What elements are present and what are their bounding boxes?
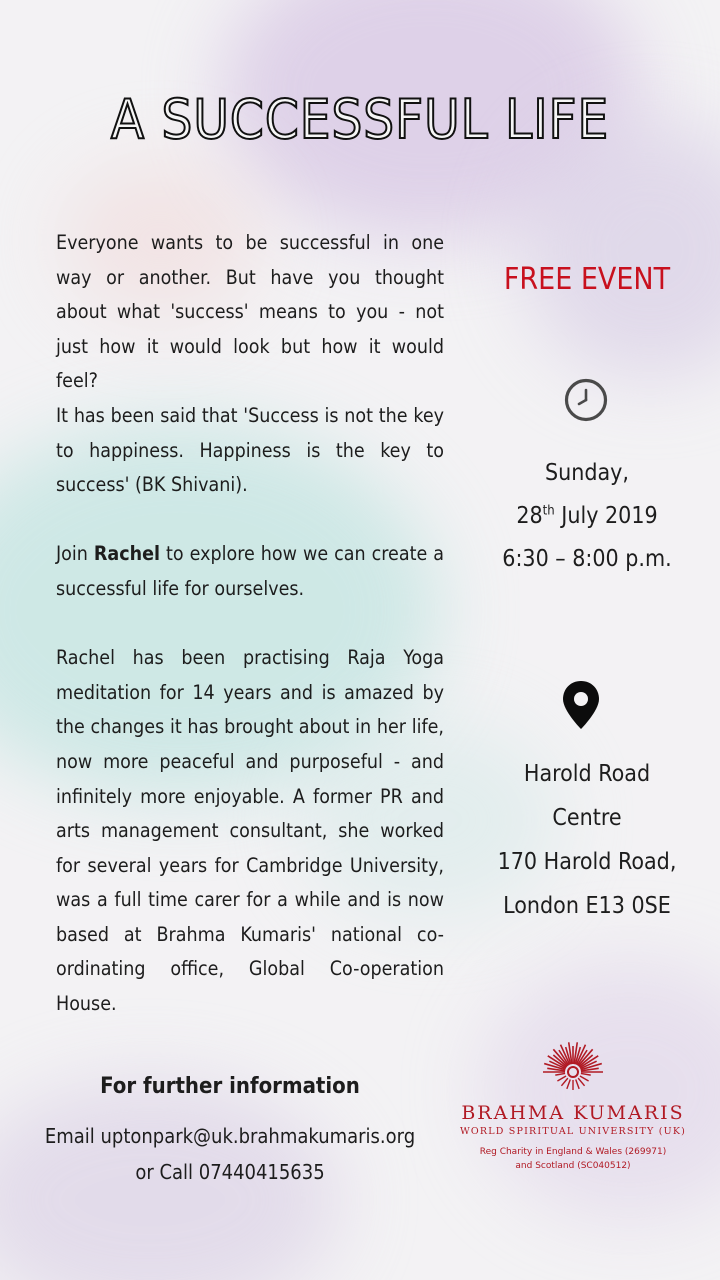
event-date: 28th July 2019	[516, 503, 658, 529]
event-datetime	[474, 452, 700, 581]
join-text-before: Join	[56, 542, 94, 566]
venue-line-2: Centre	[552, 805, 622, 831]
clock-icon	[563, 377, 609, 423]
contact-email[interactable]: Email uptonpark@uk.brahmakumaris.org	[44, 1124, 416, 1148]
free-event-label: FREE EVENT	[503, 262, 671, 297]
address-line-1: 170 Harold Road,	[497, 849, 677, 875]
event-venue	[474, 752, 700, 928]
event-description	[56, 226, 444, 1022]
logo-ray	[580, 1076, 589, 1081]
logo-name: BRAHMA KUMARIS	[461, 1102, 685, 1124]
brahma-kumaris-logo	[446, 1036, 700, 1173]
charity-registration	[446, 1145, 700, 1173]
location-pin-icon	[561, 680, 601, 730]
logo-ray	[567, 1080, 570, 1089]
logo-ray	[576, 1080, 579, 1089]
speaker-name: Rachel	[93, 542, 161, 566]
event-day: Sunday,	[544, 460, 629, 486]
contact-details	[30, 1118, 430, 1190]
charity-registration-line-1: Reg Charity in England & Wales (269971)	[479, 1147, 667, 1157]
event-time: 6:30 – 8:00 p.m.	[502, 546, 672, 572]
venue-line-1: Harold Road	[523, 761, 651, 787]
logo-ray	[561, 1078, 567, 1086]
join-text-after: to explore how we can create a successful life for ourselves.	[56, 542, 444, 600]
address-line-2: London E13 0SE	[503, 893, 671, 919]
contact-phone[interactable]: or Call 07440415635	[135, 1160, 325, 1184]
quote-paragraph: It has been said that 'Success is not the key to happiness. Happiness is the key to success' (BK Shivani).	[56, 403, 444, 497]
logo-ray	[578, 1078, 584, 1086]
logo-subtitle: WORLD SPIRITUAL UNIVERSITY (UK)	[459, 1126, 687, 1137]
brahma-kumaris-sunburst-logo	[543, 1036, 603, 1100]
charity-registration-line-2: and Scotland (SC040512)	[515, 1161, 631, 1171]
page-title: A SUCCESSFUL LIFE	[110, 88, 610, 151]
intro-paragraph: Everyone wants to be successful in one way or another. But have you thought about what 'success' means to you - not just how it would look but how it would feel?	[56, 231, 444, 393]
logo-ray	[557, 1076, 566, 1081]
contact-heading: For further information	[100, 1074, 360, 1099]
logo-ray	[581, 1073, 591, 1075]
logo-ray	[555, 1073, 565, 1075]
speaker-bio: Rachel has been practising Raja Yoga meditation for 14 years and is amazed by the changes it has brought about in her life, now more peaceful and purposeful - and infinitely more enjoyable. A former PR and arts management consultant, she worked for several years for Cambridge University, was a full time carer for a while and is now based at Brahma Kumaris' national co-ordinating office, Global Co-operation House.	[56, 646, 444, 1016]
join-paragraph	[56, 537, 444, 606]
